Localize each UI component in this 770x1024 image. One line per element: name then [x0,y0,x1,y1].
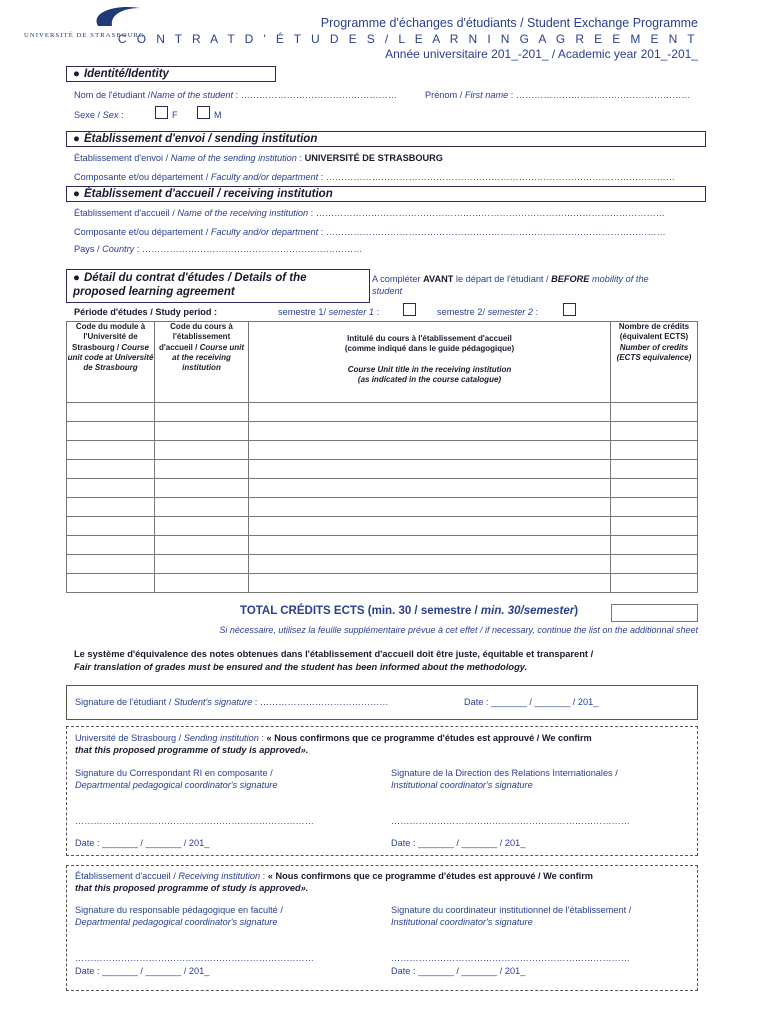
sending-institutional-signature-field[interactable]: …………………………………………………………………… [391,816,630,826]
student-name-field[interactable]: Nom de l'étudiant /Name of the student : …………………………………………… [74,90,397,100]
table-row[interactable] [67,574,698,593]
col-title-header: Intitulé du cours à l'établissement d'accueil (comme indiqué dans le guide pédagogique) Course Unit title in the receiving institution (as indicated in the course catalogue) [249,322,611,403]
first-name-field[interactable]: Prénom / First name : ………………………………………………… [425,90,691,100]
receiving-departmental-signature-field[interactable]: …………………………………………………………………… [75,953,314,963]
sending-departmental-date[interactable]: Date : _______ / _______ / 201_ [75,838,210,848]
sex-label: Sexe / Sex : [74,110,124,120]
sending-institutional-signature-label: Signature de la Direction des Relations Internationales / Institutional coordinator's signature [391,768,618,790]
col-host-code-header: Code du cours à l'établissement d'accueil / Course unit at the receiving institution [155,322,249,403]
semester1-checkbox[interactable] [403,303,416,316]
total-credits-field[interactable] [611,604,698,622]
table-row[interactable] [67,479,698,498]
sending-institutional-date[interactable]: Date : _______ / _______ / 201_ [391,838,526,848]
details-section-title: ● Détail du contrat d'études / Details of the proposed learning agreement [66,269,370,303]
country-field[interactable]: Pays / Country : ……………………………………………………………… [74,244,363,254]
table-row[interactable] [67,422,698,441]
table-row[interactable] [67,403,698,422]
sending-department-field[interactable]: Composante et/ou département / Faculty and/or department : …………………………………………………………………………………………………… [74,172,675,182]
programme-title: Programme d'échanges d'étudiants / Student Exchange Programme [320,16,698,30]
receiving-departmental-signature-label: Signature du responsable pédagogique en faculté / Departmental pedagogical coordinator's signature [75,905,283,927]
course-table-header [67,322,698,403]
grades-equivalence-note: Le système d'équivalence des notes obtenues dans l'établissement d'accueil doit être juste, équitable et transparent / Fair translation of grades must be ensured and the student has been informed about the methodology. [74,649,594,672]
receiving-approval-text: Établissement d'accueil / Receiving institution : « Nous confirmons que ce programme d'études est approuvé / We confirm that this proposed programme of study is approved». [75,871,593,893]
receiving-section-title: ● Établissement d'accueil / receiving institution [66,186,706,202]
sending-departmental-signature-label: Signature du Correspondant RI en composante / Departmental pedagogical coordinator's signature [75,768,278,790]
semester2-label: semestre 2/ semester 2 : [437,307,539,317]
table-row[interactable] [67,536,698,555]
identity-section-title: ● Identité/Identity [66,66,276,82]
sending-institution-field: Établissement d'envoi / Name of the sending institution : UNIVERSITÉ DE STRASBOURG [74,153,443,163]
sending-approval-box [66,726,698,856]
table-row[interactable] [67,517,698,536]
student-signature-box [66,685,698,720]
receiving-approval-box [66,865,698,991]
sex-f-label: F [172,110,178,120]
sex-m-checkbox[interactable] [197,106,210,119]
sending-departmental-signature-field[interactable]: …………………………………………………………………… [75,816,314,826]
academic-year: Année universitaire 201_-201_ / Academic year 201_-201_ [385,47,698,61]
col-uds-code-header: Code du module à l'Université de Strasbourg / Course unit code at Université de Strasbourg [67,322,155,403]
receiving-institutional-signature-label: Signature du coordinateur institutionnel de l'établissement / Institutional coordinator's signature [391,905,632,927]
receiving-department-field[interactable]: Composante et/ou département / Faculty and/or department : ………………………………………………………………………………………………… [74,227,666,237]
receiving-departmental-date[interactable]: Date : _______ / _______ / 201_ [75,966,210,976]
sex-m-label: M [214,110,222,120]
additional-sheet-note: Si nécessaire, utilisez la feuille supplémentaire prévue à cet effet / if necessary, continue the list on the additionnal sheet [219,625,698,635]
sending-section-title: ● Établissement d'envoi / sending institution [66,131,706,147]
receiving-institutional-date[interactable]: Date : _______ / _______ / 201_ [391,966,526,976]
logo-text: UNIVERSITÉ DE STRASBOURG [24,32,145,39]
col-credits-header: Nombre de crédits (équivalent ECTS) Number of credits (ECTS equivalence) [611,322,698,403]
table-row[interactable] [67,498,698,517]
study-period-label: Période d'études / Study period : [74,307,218,317]
course-table [66,321,698,593]
sending-approval-text: Université de Strasbourg / Sending institution : « Nous confirmons que ce programme d'études est approuvé / We confirm that this proposed programme of study is approved». [75,733,592,755]
student-signature-date[interactable]: Date : _______ / _______ / 201_ [464,697,599,707]
student-signature-field[interactable]: Signature de l'étudiant / Student's signature : …………………………………… [75,697,389,707]
table-row[interactable] [67,441,698,460]
total-credits-label: TOTAL CRÉDITS ECTS (min. 30 / semestre / min. 30/semester) [240,605,579,617]
receiving-institution-field[interactable]: Établissement d'accueil / Name of the receiving institution : …………………………………………………………………………………………………… [74,208,665,218]
table-row[interactable] [67,555,698,574]
agreement-title: C O N T R A T D ' É T U D E S / L E A R N I N G A G R E E M E N T [117,32,698,46]
semester2-checkbox[interactable] [563,303,576,316]
semester1-label: semestre 1/ semester 1 : [278,307,380,317]
table-row[interactable] [67,460,698,479]
before-mobility-note: A compléter AVANT le départ de l'étudiant / BEFORE mobility of the student [372,274,649,296]
logo-swoosh-icon [20,4,160,32]
receiving-institutional-signature-field[interactable]: …………………………………………………………………… [391,953,630,963]
sex-f-checkbox[interactable] [155,106,168,119]
